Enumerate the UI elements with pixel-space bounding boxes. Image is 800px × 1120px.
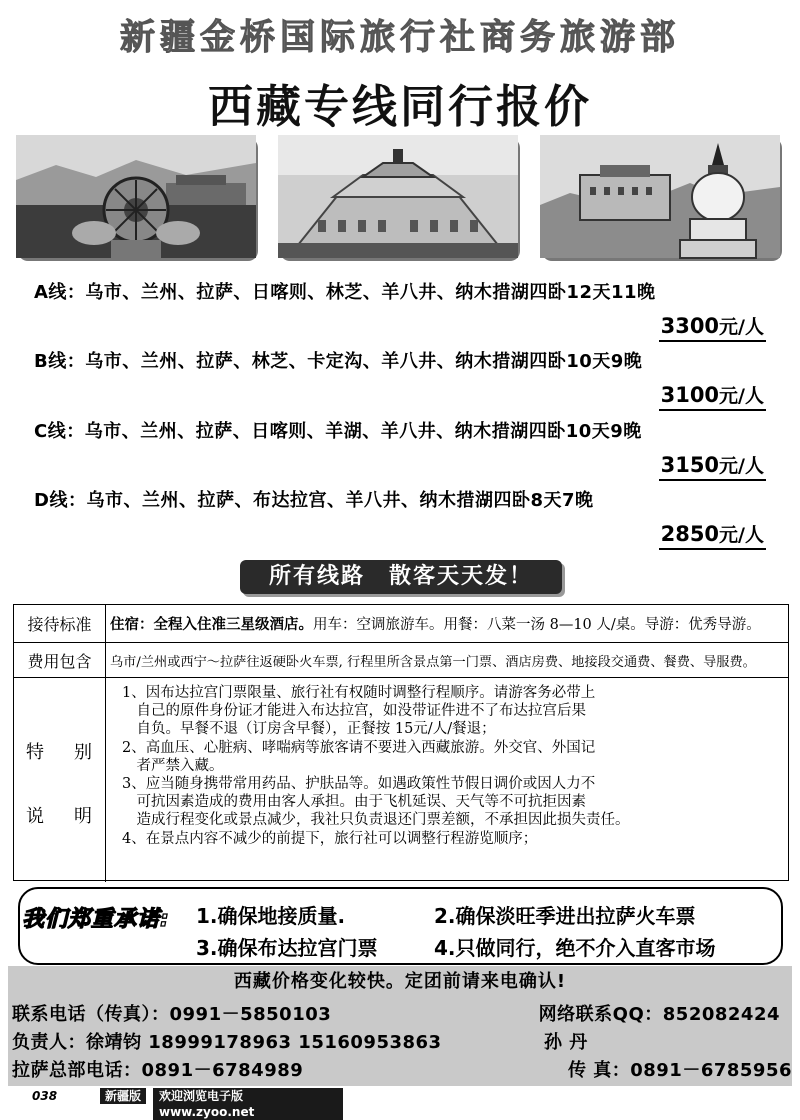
route-d-price: 2850元/人: [659, 520, 766, 550]
footer: [0, 1087, 800, 1119]
contact-person: 负责人：徐靖钧 18999178963 15160953863: [12, 1032, 442, 1053]
potala-palace-stupa-icon: [540, 135, 780, 258]
standard-value: 住宿：全程入住准三星级酒店。 用车：空调旅游车。用餐：八菜一汤 8—10 人/桌。导游：优秀导游。: [110, 616, 761, 633]
route-d: D线：乌市、兰州、拉萨、布达拉宫、羊八井、纳木措湖四卧8天7晚: [34, 490, 594, 511]
agency-name: 新疆金桥国际旅行社商务旅游部: [119, 18, 680, 58]
contact-qq: 网络联系QQ：852082424: [538, 1004, 780, 1025]
photo-temple: [278, 135, 518, 258]
contact-fax: 传 真：0891－6785956: [567, 1060, 792, 1081]
includes-row: [14, 642, 788, 677]
contact-phone: 联系电话（传真）：0991－5850103: [12, 1004, 332, 1025]
special-label: [14, 678, 106, 883]
notes-text: 1、因布达拉宫门票限量、旅行社有权随时调整行程顺序。请游客务必带上 自己的原件身份证才能进入布达拉宫，如没带证件进不了布达拉宫后果 自负。早餐不退（订房含早餐），正餐按 15元/人/餐退； 2、高血压、心脏病、哮喘病等旅客请不要进入西藏旅游。外交官、外国记 者严禁入藏。 3、应当随身携带常用药品、护肤品等。如遇政策性节假日调价或因人力不 可抗因素造成的费用由客人承担。由于飞机延误、天气等不可抗拒因素 造成行程变化或景点减少，我社只负责退还门票差额，不承担因此损失责任。 4、在景点内容不减少的前提下，旅行社可以调整行程游览顺序；: [122, 685, 630, 847]
edition-label: 新疆版: [100, 1088, 146, 1104]
info-table: [13, 604, 789, 881]
route-c: C线：乌市、兰州、拉萨、日喀则、羊湖、羊八井、纳木措湖四卧10天9晚: [34, 421, 642, 442]
page-number: 038: [32, 1089, 58, 1103]
special-char-4: 明: [74, 806, 92, 827]
photo-potala-stupa: [540, 135, 780, 258]
special-char-2: 别: [74, 742, 92, 763]
promise-item-1: 1.确保地接质量.: [196, 904, 346, 928]
page-headline: 西藏专线同行报价: [207, 80, 592, 133]
special-char-1: 特: [26, 742, 44, 763]
standard-label: 接待标准: [14, 605, 106, 642]
contact-lhasa: 拉萨总部电话：0891－6784989: [12, 1060, 304, 1081]
route-b: B线：乌市、兰州、拉萨、林芝、卡定沟、羊八井、纳木措湖四卧10天9晚: [34, 351, 643, 372]
dharma-wheel-lhasa-icon: [16, 135, 256, 258]
promise-item-2: 2.确保淡旺季进出拉萨火车票: [434, 904, 696, 928]
website-link[interactable]: 欢迎浏览电子版 www.zyoo.net: [153, 1088, 343, 1120]
route-c-price: 3150元/人: [659, 451, 766, 481]
promise-title: 我们郑重承诺:: [22, 907, 170, 932]
standard-row: [14, 605, 788, 642]
special-char-3: 说: [26, 806, 44, 827]
route-a: A线：乌市、兰州、拉萨、日喀则、林芝、羊八井、纳木措湖四卧12天11晚: [34, 282, 656, 303]
route-b-price: 3100元/人: [659, 381, 766, 411]
daily-departure-banner: 所有线路 散客天天发！: [240, 560, 562, 594]
promise-item-4: 4.只做同行，绝不介入直客市场: [434, 936, 716, 960]
price-notice: 西藏价格变化较快。定团前请来电确认!: [233, 971, 567, 992]
includes-value: 乌市/兰州或西宁～拉萨往返硬卧火车票, 行程里所含景点第一门票、酒店房费、地接段交通费、餐费、导服费。: [110, 654, 756, 670]
includes-label: 费用包含: [14, 643, 106, 677]
route-a-price: 3300元/人: [659, 312, 766, 342]
contact-person-2: 孙 丹: [544, 1032, 588, 1053]
promise-item-3: 3.确保布达拉宫门票: [196, 936, 378, 960]
photo-dharma-wheel: [16, 135, 256, 258]
notes-row: [14, 677, 788, 882]
tibetan-temple-icon: [278, 135, 518, 258]
